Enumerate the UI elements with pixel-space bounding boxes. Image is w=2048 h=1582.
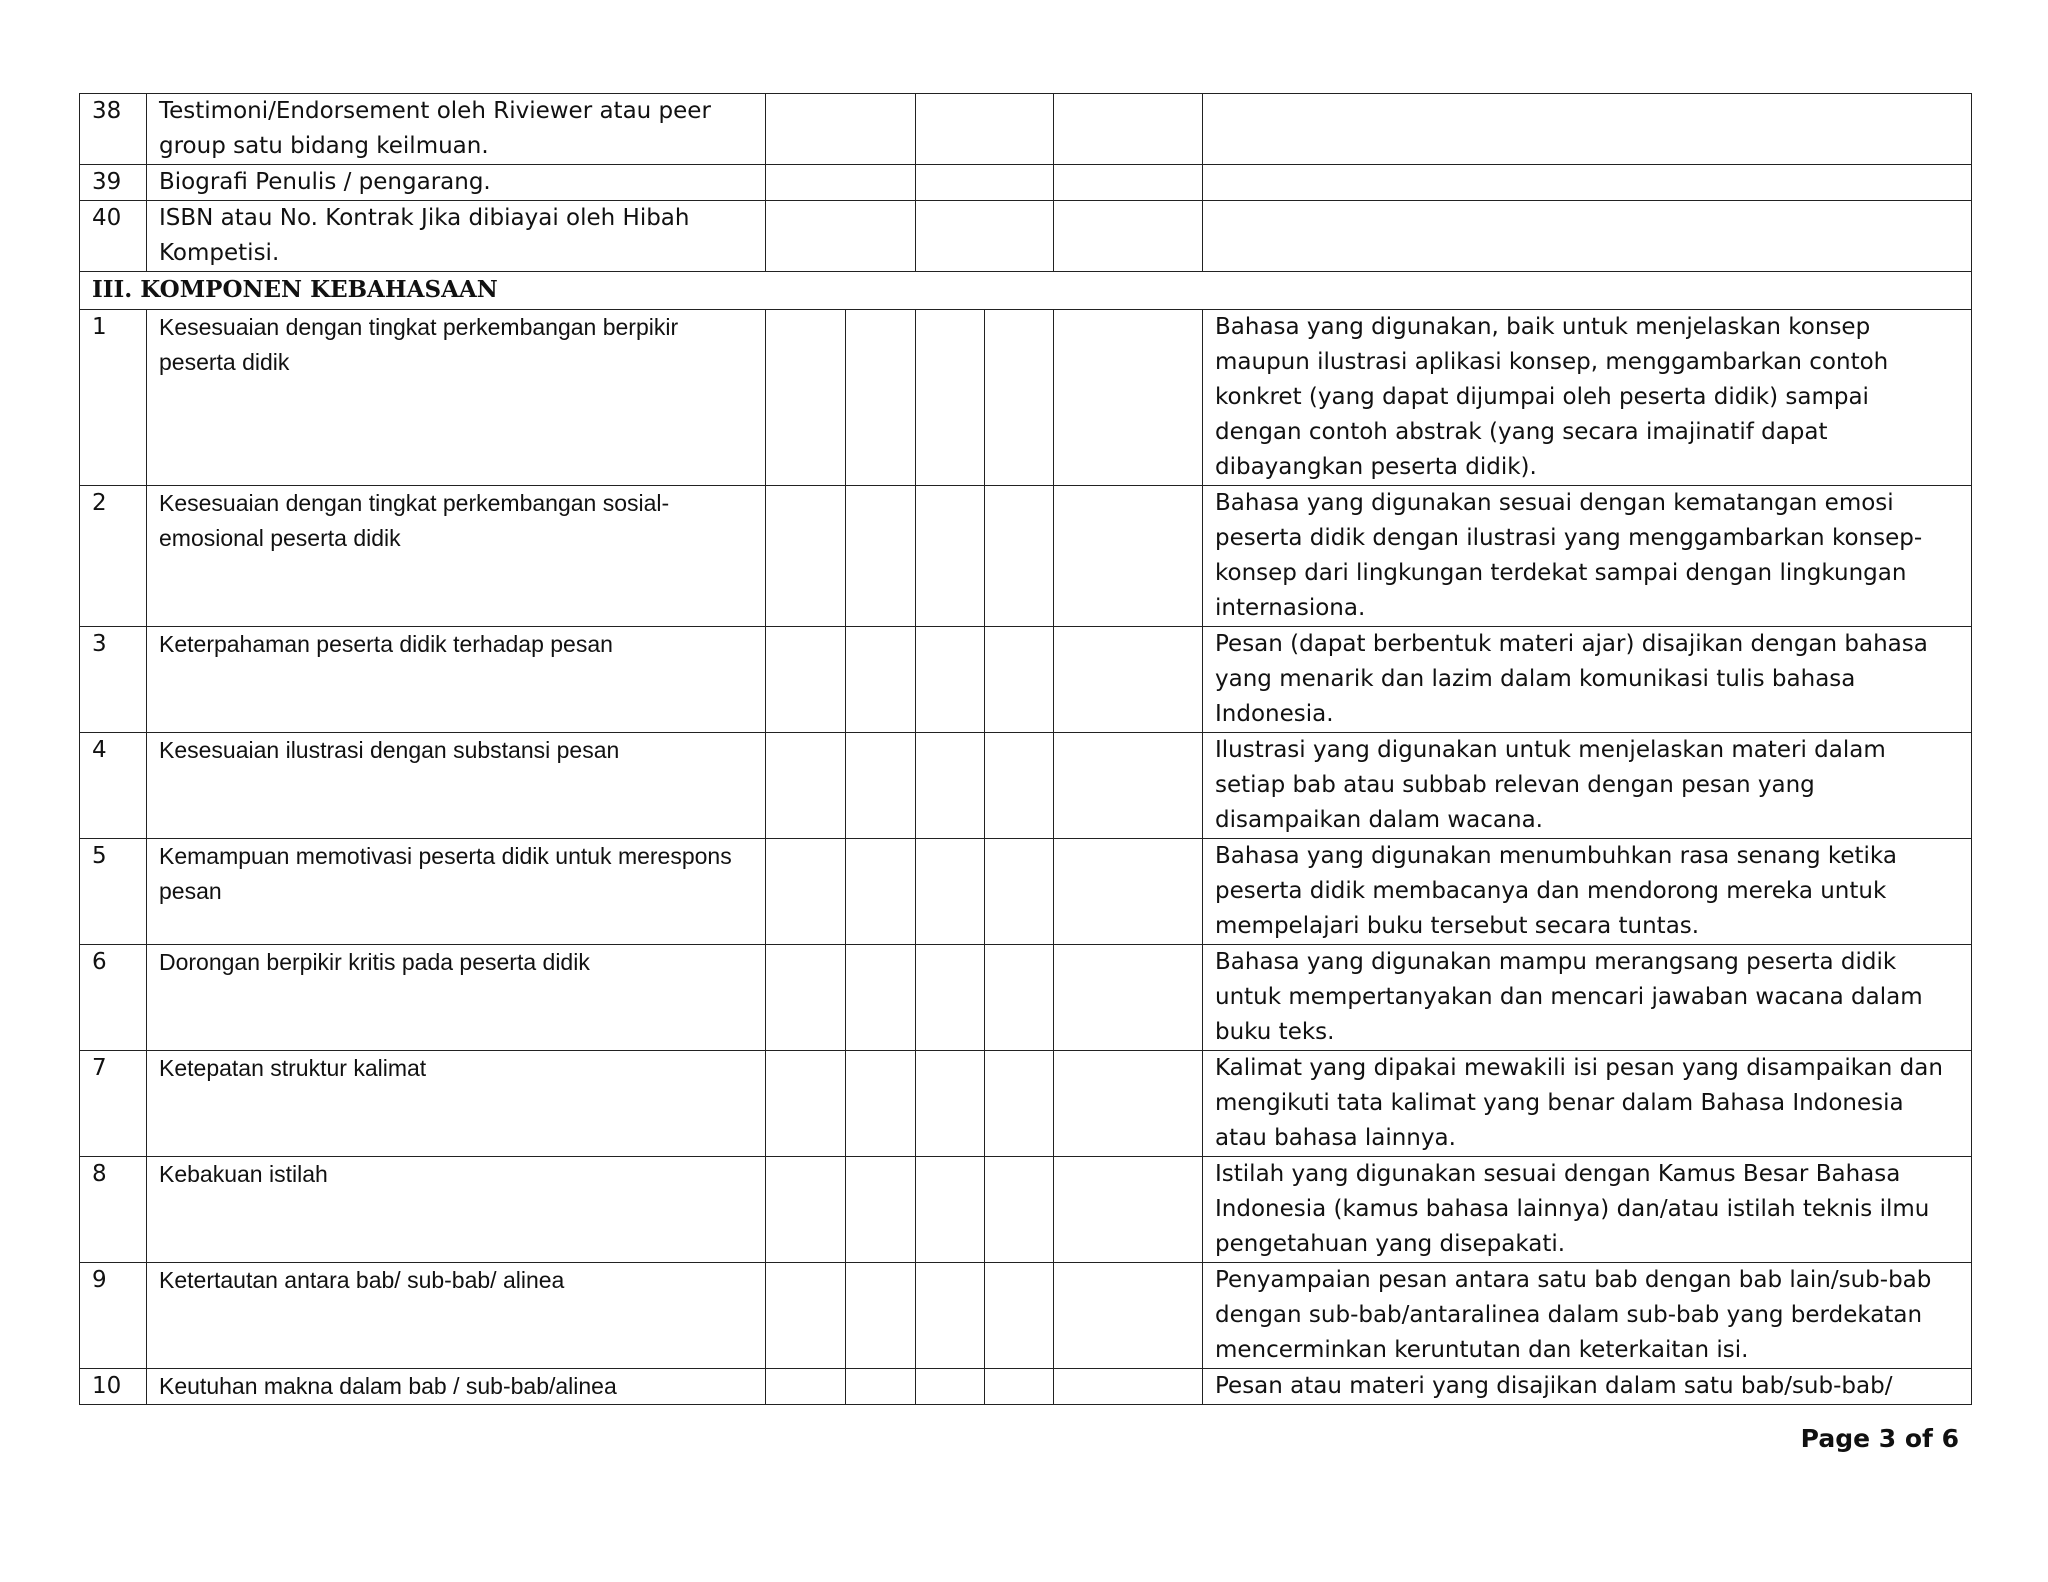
score-cell xyxy=(916,839,985,945)
row-number: 3 xyxy=(80,627,147,733)
score-cell xyxy=(985,839,1054,945)
score-cell xyxy=(1054,486,1203,627)
description-text: Kalimat yang dipakai mewakili isi pesan yang disampaikan dan mengikuti tata kalimat yang benar dalam Bahasa Indonesia atau bahasa lainnya. xyxy=(1203,1051,1972,1157)
score-cell xyxy=(916,486,985,627)
score-cell xyxy=(766,627,846,733)
description-text: Istilah yang digunakan sesuai dengan Kamus Besar Bahasa Indonesia (kamus bahasa lainnya) dan/atau istilah teknis ilmu pengetahuan yang disepakati. xyxy=(1203,1157,1972,1263)
score-cell xyxy=(985,1369,1054,1405)
section-title: III. KOMPONEN KEBAHASAAN xyxy=(80,272,1972,310)
criterion-text: Kemampuan memotivasi peserta didik untuk merespons pesan xyxy=(147,839,766,945)
table-row xyxy=(80,1051,1972,1157)
score-cell xyxy=(916,1051,985,1157)
table-row xyxy=(80,945,1972,1051)
score-cell xyxy=(766,1051,846,1157)
criterion-text: ISBN atau No. Kontrak Jika dibiayai oleh Hibah Kompetisi. xyxy=(147,201,766,272)
score-cell xyxy=(1054,1263,1203,1369)
score-cell xyxy=(985,310,1054,486)
criterion-text: Kesesuaian dengan tingkat perkembangan sosial-emosional peserta didik xyxy=(147,486,766,627)
score-cell xyxy=(1054,1157,1203,1263)
score-cell xyxy=(766,945,846,1051)
page-number: Page 3 of 6 xyxy=(1800,1424,1959,1453)
assessment-table xyxy=(79,93,1972,1405)
row-number: 7 xyxy=(80,1051,147,1157)
row-number: 2 xyxy=(80,486,147,627)
score-cell xyxy=(846,1051,916,1157)
description-text xyxy=(1203,201,1972,272)
score-cell xyxy=(985,1051,1054,1157)
row-number: 5 xyxy=(80,839,147,945)
score-cell xyxy=(916,94,1054,165)
score-cell xyxy=(985,627,1054,733)
score-cell xyxy=(846,627,916,733)
score-cell xyxy=(985,1263,1054,1369)
score-cell xyxy=(1054,839,1203,945)
row-number: 39 xyxy=(80,165,147,201)
table-row xyxy=(80,94,1972,165)
row-number: 4 xyxy=(80,733,147,839)
row-number: 1 xyxy=(80,310,147,486)
score-cell xyxy=(1054,165,1203,201)
score-cell xyxy=(846,1157,916,1263)
score-cell xyxy=(766,310,846,486)
score-cell xyxy=(916,627,985,733)
score-cell xyxy=(766,1263,846,1369)
score-cell xyxy=(1054,201,1203,272)
score-cell xyxy=(846,1369,916,1405)
score-cell xyxy=(766,1157,846,1263)
score-cell xyxy=(766,94,916,165)
table-row xyxy=(80,1157,1972,1263)
score-cell xyxy=(846,945,916,1051)
description-text: Bahasa yang digunakan, baik untuk menjelaskan konsep maupun ilustrasi aplikasi konsep, menggambarkan contoh konkret (yang dapat dijumpai oleh peserta didik) sampai dengan contoh abstrak (yang secara imajinatif dapat dibayangkan peserta didik). xyxy=(1203,310,1972,486)
criterion-text: Kebakuan istilah xyxy=(147,1157,766,1263)
description-text: Bahasa yang digunakan sesuai dengan kematangan emosi peserta didik dengan ilustrasi yang menggambarkan konsep-konsep dari lingkungan terdekat sampai dengan lingkungan internasiona. xyxy=(1203,486,1972,627)
row-number: 10 xyxy=(80,1369,147,1405)
score-cell xyxy=(1054,733,1203,839)
score-cell xyxy=(985,945,1054,1051)
table-row xyxy=(80,1263,1972,1369)
score-cell xyxy=(916,1263,985,1369)
row-number: 40 xyxy=(80,201,147,272)
score-cell xyxy=(916,1369,985,1405)
score-cell xyxy=(916,1157,985,1263)
row-number: 9 xyxy=(80,1263,147,1369)
score-cell xyxy=(1054,627,1203,733)
row-number: 6 xyxy=(80,945,147,1051)
table-row xyxy=(80,733,1972,839)
score-cell xyxy=(1054,1051,1203,1157)
score-cell xyxy=(846,1263,916,1369)
criterion-text: Testimoni/Endorsement oleh Riviewer atau peer group satu bidang keilmuan. xyxy=(147,94,766,165)
criterion-text: Kesesuaian dengan tingkat perkembangan berpikir peserta didik xyxy=(147,310,766,486)
table-row xyxy=(80,310,1972,486)
score-cell xyxy=(846,733,916,839)
criterion-text: Biografi Penulis / pengarang. xyxy=(147,165,766,201)
description-text xyxy=(1203,165,1972,201)
row-number: 8 xyxy=(80,1157,147,1263)
score-cell xyxy=(846,839,916,945)
table-row xyxy=(80,839,1972,945)
score-cell xyxy=(766,733,846,839)
description-text: Penyampaian pesan antara satu bab dengan bab lain/sub-bab dengan sub-bab/antaralinea dalam sub-bab yang berdekatan mencerminkan keruntutan dan keterkaitan isi. xyxy=(1203,1263,1972,1369)
criterion-text: Dorongan berpikir kritis pada peserta didik xyxy=(147,945,766,1051)
score-cell xyxy=(916,945,985,1051)
criterion-text: Keutuhan makna dalam bab / sub-bab/alinea xyxy=(147,1369,766,1405)
table-row xyxy=(80,627,1972,733)
description-text: Pesan (dapat berbentuk materi ajar) disajikan dengan bahasa yang menarik dan lazim dalam komunikasi tulis bahasa Indonesia. xyxy=(1203,627,1972,733)
score-cell xyxy=(985,1157,1054,1263)
score-cell xyxy=(916,310,985,486)
score-cell xyxy=(916,201,1054,272)
description-text: Ilustrasi yang digunakan untuk menjelaskan materi dalam setiap bab atau subbab relevan dengan pesan yang disampaikan dalam wacana. xyxy=(1203,733,1972,839)
score-cell xyxy=(1054,94,1203,165)
score-cell xyxy=(766,486,846,627)
description-text: Pesan atau materi yang disajikan dalam satu bab/sub-bab/ xyxy=(1203,1369,1972,1405)
score-cell xyxy=(766,201,916,272)
table-row xyxy=(80,1369,1972,1405)
description-text: Bahasa yang digunakan menumbuhkan rasa senang ketika peserta didik membacanya dan mendorong mereka untuk mempelajari buku tersebut secara tuntas. xyxy=(1203,839,1972,945)
score-cell xyxy=(916,165,1054,201)
description-text xyxy=(1203,94,1972,165)
score-cell xyxy=(916,733,985,839)
score-cell xyxy=(1054,310,1203,486)
criterion-text: Kesesuaian ilustrasi dengan substansi pesan xyxy=(147,733,766,839)
score-cell xyxy=(846,310,916,486)
score-cell xyxy=(766,165,916,201)
table-row xyxy=(80,486,1972,627)
table-row xyxy=(80,201,1972,272)
table-row xyxy=(80,165,1972,201)
row-number: 38 xyxy=(80,94,147,165)
criterion-text: Ketertautan antara bab/ sub-bab/ alinea xyxy=(147,1263,766,1369)
criterion-text: Keterpahaman peserta didik terhadap pesan xyxy=(147,627,766,733)
score-cell xyxy=(766,839,846,945)
score-cell xyxy=(1054,945,1203,1051)
criterion-text: Ketepatan struktur kalimat xyxy=(147,1051,766,1157)
score-cell xyxy=(846,486,916,627)
score-cell xyxy=(985,486,1054,627)
score-cell xyxy=(766,1369,846,1405)
description-text: Bahasa yang digunakan mampu merangsang peserta didik untuk mempertanyakan dan mencari jawaban wacana dalam buku teks. xyxy=(1203,945,1972,1051)
score-cell xyxy=(1054,1369,1203,1405)
section-header-row xyxy=(80,272,1972,310)
score-cell xyxy=(985,733,1054,839)
